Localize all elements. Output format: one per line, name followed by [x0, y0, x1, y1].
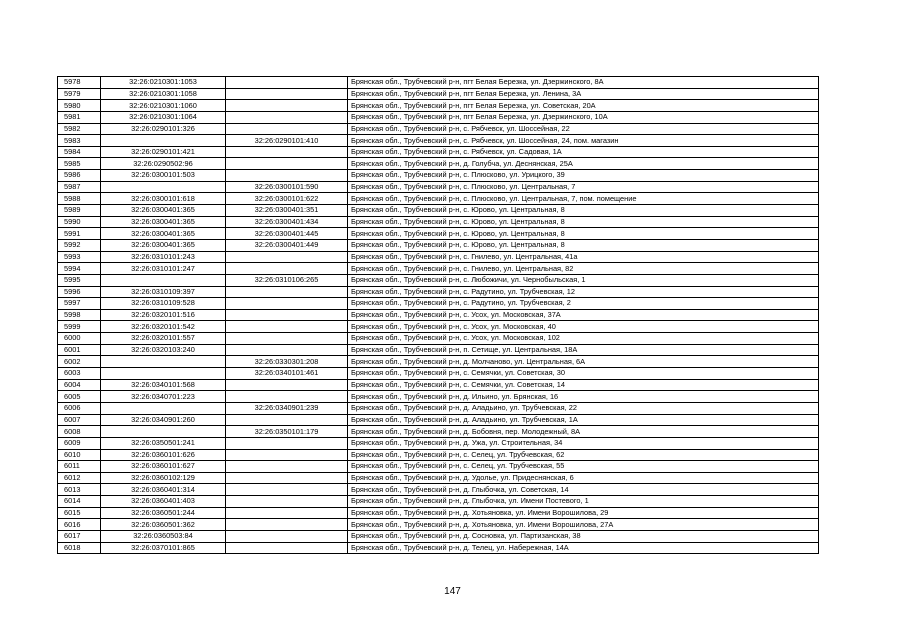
address-cell: Брянская обл., Трубчевский р-н, с. Усох, ул. Московская, 37А — [348, 309, 819, 321]
table-row — [58, 321, 819, 333]
cadastral-number-cell — [101, 135, 226, 147]
secondary-cadastral-cell — [226, 542, 348, 554]
secondary-cadastral-cell — [226, 449, 348, 461]
address-cell: Брянская обл., Трубчевский р-н, с. Радутино, ул. Трубчевская, 2 — [348, 298, 819, 310]
cadastral-number-cell — [101, 356, 226, 368]
address-cell: Брянская обл., Трубчевский р-н, д. Молчаново, ул. Центральная, 6А — [348, 356, 819, 368]
address-cell: Брянская обл., Трубчевский р-н, с. Гнилево, ул. Центральная, 41а — [348, 251, 819, 263]
secondary-cadastral-cell: 32:26:0300101:622 — [226, 193, 348, 205]
row-number-cell: 6000 — [58, 333, 101, 345]
secondary-cadastral-cell: 32:26:0290101:410 — [226, 135, 348, 147]
address-cell: Брянская обл., Трубчевский р-н, с. Юрово, ул. Центральная, 8 — [348, 239, 819, 251]
table-row — [58, 193, 819, 205]
table-row — [58, 158, 819, 170]
cadastral-number-cell: 32:26:0360101:627 — [101, 461, 226, 473]
cadastral-number-cell: 32:26:0310109:397 — [101, 286, 226, 298]
table-row — [58, 170, 819, 182]
address-cell: Брянская обл., Трубчевский р-н, д. Голубча, ул. Деснянская, 25А — [348, 158, 819, 170]
address-cell: Брянская обл., Трубчевский р-н, п. Сетище, ул. Центральная, 18А — [348, 344, 819, 356]
table-row — [58, 274, 819, 286]
cadastral-number-cell: 32:26:0310101:247 — [101, 263, 226, 275]
address-cell: Брянская обл., Трубчевский р-н, с. Радутино, ул. Трубчевская, 12 — [348, 286, 819, 298]
secondary-cadastral-cell — [226, 461, 348, 473]
secondary-cadastral-cell — [226, 88, 348, 100]
table-row — [58, 181, 819, 193]
cadastral-number-cell: 32:26:0210301:1058 — [101, 88, 226, 100]
table-row — [58, 344, 819, 356]
secondary-cadastral-cell — [226, 146, 348, 158]
table-row — [58, 286, 819, 298]
row-number-cell: 5988 — [58, 193, 101, 205]
secondary-cadastral-cell: 32:26:0310106:265 — [226, 274, 348, 286]
secondary-cadastral-cell — [226, 344, 348, 356]
secondary-cadastral-cell — [226, 414, 348, 426]
table-row — [58, 507, 819, 519]
row-number-cell: 5989 — [58, 205, 101, 217]
cadastral-number-cell — [101, 402, 226, 414]
table-row — [58, 77, 819, 89]
table-row — [58, 368, 819, 380]
secondary-cadastral-cell — [226, 251, 348, 263]
table-row — [58, 379, 819, 391]
cadastral-number-cell — [101, 368, 226, 380]
secondary-cadastral-cell: 32:26:0300101:590 — [226, 181, 348, 193]
address-cell: Брянская обл., Трубчевский р-н, с. Семячки, ул. Советская, 14 — [348, 379, 819, 391]
secondary-cadastral-cell — [226, 507, 348, 519]
row-number-cell: 6001 — [58, 344, 101, 356]
cadastral-number-cell: 32:26:0360503:84 — [101, 530, 226, 542]
row-number-cell: 5990 — [58, 216, 101, 228]
table-row — [58, 519, 819, 531]
row-number-cell: 6015 — [58, 507, 101, 519]
address-cell: Брянская обл., Трубчевский р-н, с. Селец, ул. Трубчевская, 55 — [348, 461, 819, 473]
row-number-cell: 5996 — [58, 286, 101, 298]
secondary-cadastral-cell — [226, 158, 348, 170]
address-cell: Брянская обл., Трубчевский р-н, с. Усох, ул. Московская, 102 — [348, 333, 819, 345]
cadastral-number-cell: 32:26:0210301:1053 — [101, 77, 226, 89]
row-number-cell: 5980 — [58, 100, 101, 112]
row-number-cell: 5985 — [58, 158, 101, 170]
row-number-cell: 6007 — [58, 414, 101, 426]
secondary-cadastral-cell — [226, 170, 348, 182]
cadastral-number-cell: 32:26:0340101:568 — [101, 379, 226, 391]
secondary-cadastral-cell — [226, 530, 348, 542]
cadastral-number-cell: 32:26:0360401:403 — [101, 496, 226, 508]
cadastral-number-cell: 32:26:0210301:1060 — [101, 100, 226, 112]
address-cell: Брянская обл., Трубчевский р-н, с. Рябчевск, ул. Шоссейная, 22 — [348, 123, 819, 135]
secondary-cadastral-cell: 32:26:0350101:179 — [226, 426, 348, 438]
secondary-cadastral-cell: 32:26:0330301:208 — [226, 356, 348, 368]
secondary-cadastral-cell — [226, 309, 348, 321]
table-row — [58, 542, 819, 554]
secondary-cadastral-cell — [226, 77, 348, 89]
table-row — [58, 205, 819, 217]
table-row — [58, 391, 819, 403]
secondary-cadastral-cell — [226, 391, 348, 403]
table-row — [58, 472, 819, 484]
row-number-cell: 6014 — [58, 496, 101, 508]
cadastral-number-cell: 32:26:0290502:96 — [101, 158, 226, 170]
row-number-cell: 5983 — [58, 135, 101, 147]
cadastral-number-cell: 32:26:0300101:618 — [101, 193, 226, 205]
cadastral-number-cell: 32:26:0370101:865 — [101, 542, 226, 554]
row-number-cell: 6005 — [58, 391, 101, 403]
secondary-cadastral-cell — [226, 286, 348, 298]
table-row — [58, 437, 819, 449]
property-table — [57, 76, 819, 554]
secondary-cadastral-cell: 32:26:0300401:434 — [226, 216, 348, 228]
address-cell: Брянская обл., Трубчевский р-н, пгт Белая Березка, ул. Советская, 20А — [348, 100, 819, 112]
table-row — [58, 216, 819, 228]
table-row — [58, 251, 819, 263]
row-number-cell: 6018 — [58, 542, 101, 554]
table-row — [58, 263, 819, 275]
secondary-cadastral-cell — [226, 321, 348, 333]
cadastral-number-cell: 32:26:0300401:365 — [101, 228, 226, 240]
address-cell: Брянская обл., Трубчевский р-н, д. Телец, ул. Набережная, 14А — [348, 542, 819, 554]
table-row — [58, 333, 819, 345]
row-number-cell: 6008 — [58, 426, 101, 438]
table-row — [58, 239, 819, 251]
cadastral-number-cell: 32:26:0360501:244 — [101, 507, 226, 519]
secondary-cadastral-cell — [226, 472, 348, 484]
cadastral-number-cell: 32:26:0210301:1064 — [101, 111, 226, 123]
address-cell: Брянская обл., Трубчевский р-н, д. Ильино, ул. Брянская, 16 — [348, 391, 819, 403]
address-cell: Брянская обл., Трубчевский р-н, с. Плюсково, ул. Центральная, 7, пом. помещение — [348, 193, 819, 205]
address-cell: Брянская обл., Трубчевский р-н, д. Ужа, ул. Строительная, 34 — [348, 437, 819, 449]
row-number-cell: 5984 — [58, 146, 101, 158]
row-number-cell: 6013 — [58, 484, 101, 496]
cadastral-number-cell: 32:26:0360101:626 — [101, 449, 226, 461]
row-number-cell: 6002 — [58, 356, 101, 368]
secondary-cadastral-cell — [226, 379, 348, 391]
cadastral-number-cell: 32:26:0340901:260 — [101, 414, 226, 426]
address-cell: Брянская обл., Трубчевский р-н, д. Хотьяновка, ул. Имени Ворошилова, 29 — [348, 507, 819, 519]
secondary-cadastral-cell — [226, 123, 348, 135]
table-row — [58, 496, 819, 508]
secondary-cadastral-cell — [226, 484, 348, 496]
row-number-cell: 5993 — [58, 251, 101, 263]
row-number-cell: 5999 — [58, 321, 101, 333]
cadastral-number-cell: 32:26:0340701:223 — [101, 391, 226, 403]
address-cell: Брянская обл., Трубчевский р-н, с. Усох, ул. Московская, 40 — [348, 321, 819, 333]
row-number-cell: 5997 — [58, 298, 101, 310]
secondary-cadastral-cell — [226, 496, 348, 508]
address-cell: Брянская обл., Трубчевский р-н, с. Гнилево, ул. Центральная, 82 — [348, 263, 819, 275]
cadastral-number-cell: 32:26:0300101:503 — [101, 170, 226, 182]
page-number: 147 — [444, 586, 461, 597]
row-number-cell: 5981 — [58, 111, 101, 123]
row-number-cell: 6012 — [58, 472, 101, 484]
table-row — [58, 356, 819, 368]
table-row — [58, 449, 819, 461]
secondary-cadastral-cell: 32:26:0300401:449 — [226, 239, 348, 251]
table-row — [58, 146, 819, 158]
address-cell: Брянская обл., Трубчевский р-н, пгт Белая Березка, ул. Дзержинского, 10А — [348, 111, 819, 123]
secondary-cadastral-cell: 32:26:0300401:445 — [226, 228, 348, 240]
cadastral-number-cell: 32:26:0300401:365 — [101, 205, 226, 217]
cadastral-number-cell — [101, 274, 226, 286]
secondary-cadastral-cell — [226, 333, 348, 345]
table-row — [58, 111, 819, 123]
address-cell: Брянская обл., Трубчевский р-н, с. Юрово, ул. Центральная, 8 — [348, 216, 819, 228]
table-row — [58, 100, 819, 112]
secondary-cadastral-cell — [226, 111, 348, 123]
table-row — [58, 228, 819, 240]
row-number-cell: 6009 — [58, 437, 101, 449]
row-number-cell: 6003 — [58, 368, 101, 380]
table-row — [58, 426, 819, 438]
address-cell: Брянская обл., Трубчевский р-н, с. Юрово, ул. Центральная, 8 — [348, 228, 819, 240]
cadastral-number-cell: 32:26:0320101:516 — [101, 309, 226, 321]
row-number-cell: 6004 — [58, 379, 101, 391]
address-cell: Брянская обл., Трубчевский р-н, пгт Белая Березка, ул. Ленина, 3А — [348, 88, 819, 100]
table-row — [58, 530, 819, 542]
cadastral-number-cell: 32:26:0300401:365 — [101, 239, 226, 251]
cadastral-number-cell: 32:26:0360401:314 — [101, 484, 226, 496]
cadastral-number-cell: 32:26:0350501:241 — [101, 437, 226, 449]
row-number-cell: 5987 — [58, 181, 101, 193]
address-cell: Брянская обл., Трубчевский р-н, д. Глыбочка, ул. Имени Постевого, 1 — [348, 496, 819, 508]
address-cell: Брянская обл., Трубчевский р-н, с. Юрово, ул. Центральная, 8 — [348, 205, 819, 217]
address-cell: Брянская обл., Трубчевский р-н, д. Аладьино, ул. Трубчевская, 22 — [348, 402, 819, 414]
row-number-cell: 6010 — [58, 449, 101, 461]
row-number-cell: 5992 — [58, 239, 101, 251]
row-number-cell: 6017 — [58, 530, 101, 542]
cadastral-number-cell: 32:26:0320103:240 — [101, 344, 226, 356]
table-row — [58, 309, 819, 321]
cadastral-number-cell: 32:26:0320101:542 — [101, 321, 226, 333]
table-row — [58, 298, 819, 310]
address-cell: Брянская обл., Трубчевский р-н, д. Хотьяновка, ул. Имени Ворошилова, 27А — [348, 519, 819, 531]
secondary-cadastral-cell — [226, 263, 348, 275]
cadastral-number-cell: 32:26:0320101:557 — [101, 333, 226, 345]
table-row — [58, 123, 819, 135]
row-number-cell: 5995 — [58, 274, 101, 286]
address-cell: Брянская обл., Трубчевский р-н, с. Плюсково, ул. Центральная, 7 — [348, 181, 819, 193]
address-cell: Брянская обл., Трубчевский р-н, д. Глыбочка, ул. Советская, 14 — [348, 484, 819, 496]
address-cell: Брянская обл., Трубчевский р-н, д. Сосновка, ул. Партизанская, 38 — [348, 530, 819, 542]
address-cell: Брянская обл., Трубчевский р-н, д. Удолье, ул. Придеснянская, 6 — [348, 472, 819, 484]
row-number-cell: 5998 — [58, 309, 101, 321]
secondary-cadastral-cell: 32:26:0300401:351 — [226, 205, 348, 217]
address-cell: Брянская обл., Трубчевский р-н, с. Любожичи, ул. Чернобыльская, 1 — [348, 274, 819, 286]
address-cell: Брянская обл., Трубчевский р-н, с. Семячки, ул. Советская, 30 — [348, 368, 819, 380]
table-row — [58, 88, 819, 100]
row-number-cell: 5979 — [58, 88, 101, 100]
cadastral-number-cell: 32:26:0310109:528 — [101, 298, 226, 310]
secondary-cadastral-cell: 32:26:0340901:239 — [226, 402, 348, 414]
row-number-cell: 6016 — [58, 519, 101, 531]
secondary-cadastral-cell — [226, 298, 348, 310]
cadastral-number-cell — [101, 426, 226, 438]
address-cell: Брянская обл., Трубчевский р-н, д. Бобовня, пер. Молодежный, 8А — [348, 426, 819, 438]
table-row — [58, 135, 819, 147]
address-cell: Брянская обл., Трубчевский р-н, с. Плюсково, ул. Урицкого, 39 — [348, 170, 819, 182]
address-cell: Брянская обл., Трубчевский р-н, д. Аладьино, ул. Трубчевская, 1А — [348, 414, 819, 426]
row-number-cell: 6011 — [58, 461, 101, 473]
cadastral-number-cell: 32:26:0290101:326 — [101, 123, 226, 135]
table-row — [58, 484, 819, 496]
cadastral-number-cell: 32:26:0300401:365 — [101, 216, 226, 228]
row-number-cell: 5994 — [58, 263, 101, 275]
row-number-cell: 5991 — [58, 228, 101, 240]
address-cell: Брянская обл., Трубчевский р-н, с. Селец, ул. Трубчевская, 62 — [348, 449, 819, 461]
cadastral-number-cell: 32:26:0360501:362 — [101, 519, 226, 531]
secondary-cadastral-cell — [226, 519, 348, 531]
row-number-cell: 5982 — [58, 123, 101, 135]
cadastral-number-cell: 32:26:0360102:129 — [101, 472, 226, 484]
row-number-cell: 5978 — [58, 77, 101, 89]
table-row — [58, 414, 819, 426]
cadastral-number-cell: 32:26:0310101:243 — [101, 251, 226, 263]
address-cell: Брянская обл., Трубчевский р-н, с. Рябчевск, ул. Шоссейная, 24, пом. магазин — [348, 135, 819, 147]
table-row — [58, 461, 819, 473]
secondary-cadastral-cell: 32:26:0340101:461 — [226, 368, 348, 380]
row-number-cell: 5986 — [58, 170, 101, 182]
property-table-body — [58, 77, 819, 554]
cadastral-number-cell: 32:26:0290101:421 — [101, 146, 226, 158]
address-cell: Брянская обл., Трубчевский р-н, пгт Белая Березка, ул. Дзержинского, 8А — [348, 77, 819, 89]
address-cell: Брянская обл., Трубчевский р-н, с. Рябчевск, ул. Садовая, 1А — [348, 146, 819, 158]
secondary-cadastral-cell — [226, 100, 348, 112]
row-number-cell: 6006 — [58, 402, 101, 414]
table-row — [58, 402, 819, 414]
secondary-cadastral-cell — [226, 437, 348, 449]
cadastral-number-cell — [101, 181, 226, 193]
